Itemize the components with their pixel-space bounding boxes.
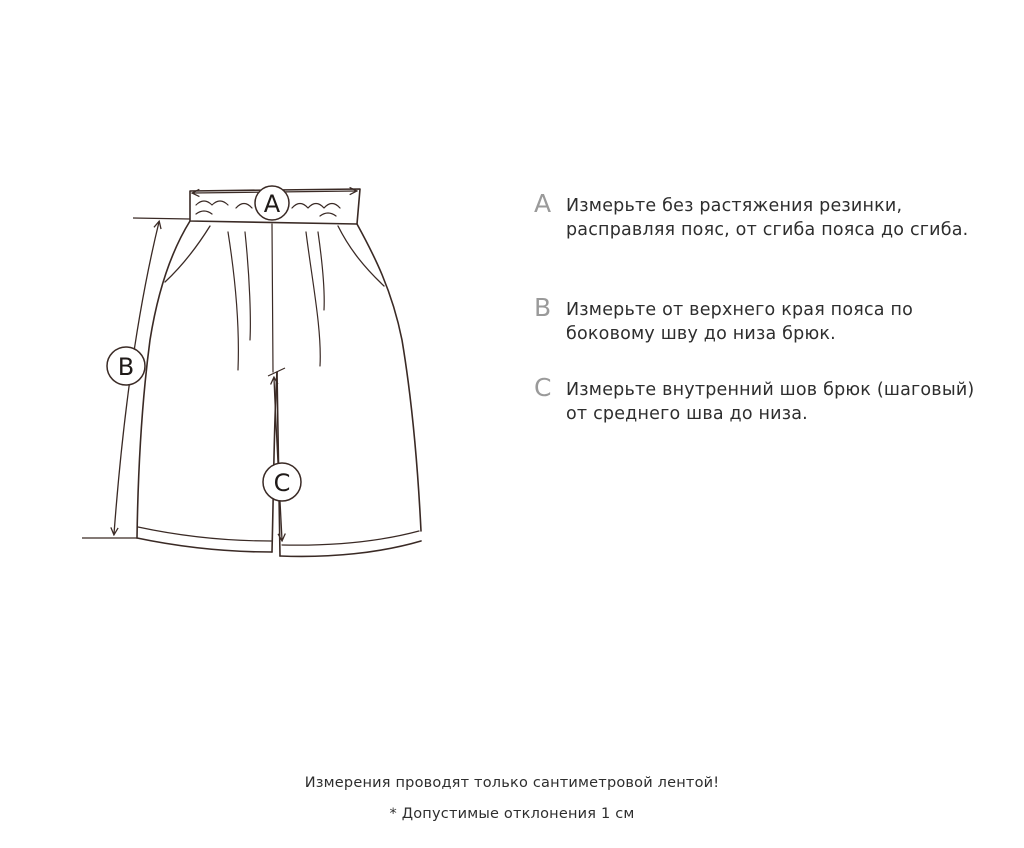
right-pocket	[338, 226, 384, 286]
right-hem-band	[282, 531, 419, 545]
instruction-b-letter: B	[534, 293, 552, 322]
footer-tolerance: * Допустимые отклонения 1 см	[389, 806, 635, 822]
left-hem-band	[138, 527, 271, 541]
footer-note: Измерения проводят только сантиметровой лентой!	[304, 775, 720, 791]
instruction-c-letter: C	[534, 373, 552, 402]
label-b: B	[117, 353, 135, 381]
instruction-b-text: Измерьте от верхнего края пояса по боковому шву до низа брюк.	[566, 300, 914, 344]
left-hem	[137, 538, 272, 552]
right-side-seam	[357, 224, 421, 531]
measure-b	[82, 218, 190, 538]
instruction-a-letter: A	[534, 189, 552, 218]
label-c: C	[273, 469, 291, 497]
instruction-c-text: Измерьте внутренний шов брюк (шаговый) от среднего шва до низа.	[566, 380, 975, 424]
center-seam	[272, 224, 273, 372]
drape-lines	[228, 232, 324, 370]
label-a: A	[263, 190, 281, 218]
left-side-seam	[137, 221, 190, 538]
instruction-a-text: Измерьте без растяжения резинки, расправляя пояс, от сгиба пояса до сгиба.	[566, 196, 969, 240]
measure-c	[263, 368, 301, 540]
left-pocket	[165, 226, 210, 282]
